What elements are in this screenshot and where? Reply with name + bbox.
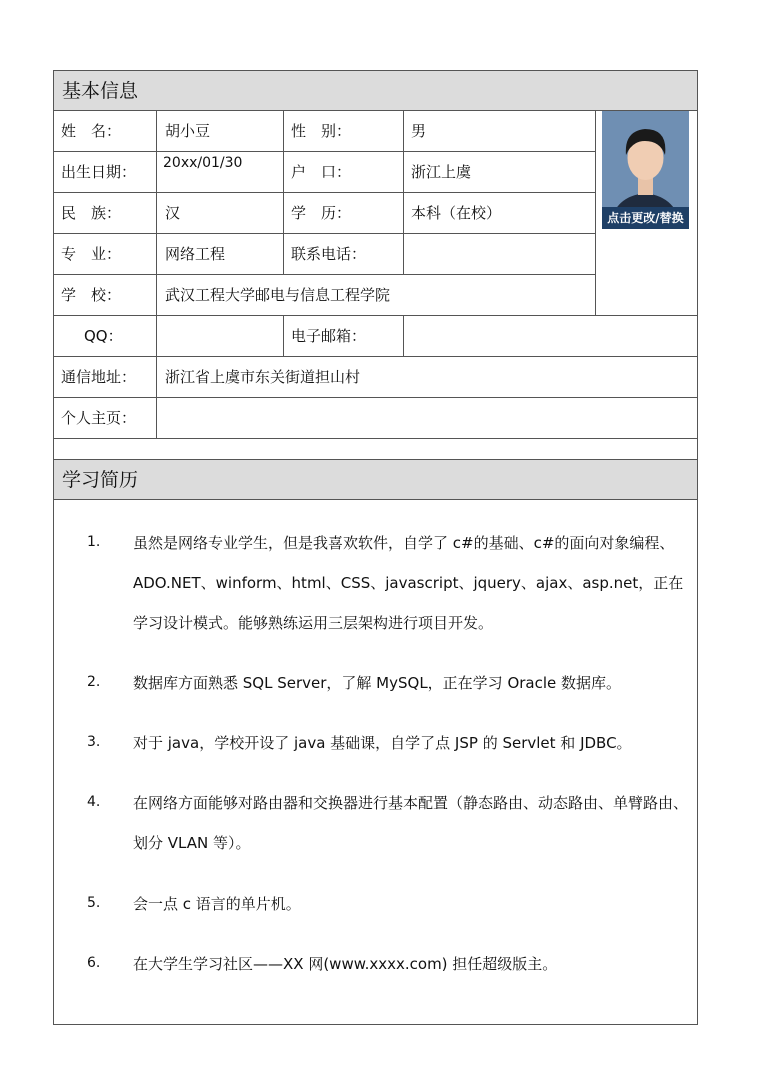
list-item-number: 6.: [87, 955, 101, 971]
list-item-text: 虽然是网络专业学生，但是我喜欢软件，自学了 c#的基础、c#的面向对象编程、ADO.NET、winform、html、CSS、javascript、jquery、ajax、asp.net，正在学习设计模式。能够熟练运用三层架构进行项目开发。: [133, 534, 684, 632]
value-birth[interactable]: 20xx/01/30: [163, 155, 243, 171]
list-item-number: 4.: [87, 794, 101, 810]
label-nation: 民 族：: [61, 204, 122, 222]
label-homepage: 个人主页：: [61, 409, 137, 427]
list-item-number: 3.: [87, 734, 101, 750]
value-hukou[interactable]: 浙江上虞: [411, 163, 472, 181]
grid-line: [53, 315, 698, 316]
label-education: 学 历：: [291, 204, 352, 222]
photo-replace-caption[interactable]: 点击更改/替换: [602, 207, 689, 229]
section-title-study: 学习简历: [53, 459, 698, 500]
value-major[interactable]: 网络工程: [165, 245, 226, 263]
grid-line: [283, 315, 284, 356]
list-item-text: 在大学生学习社区——XX 网(www.xxxx.com) 担任超级版主。: [133, 955, 558, 973]
list-item-text: 会一点 c 语言的单片机。: [133, 895, 301, 913]
grid-line: [53, 438, 698, 439]
value-name[interactable]: 胡小豆: [165, 122, 211, 140]
list-item-text: 数据库方面熟悉 SQL Server，了解 MySQL，正在学习 Oracle 数据库。: [133, 674, 622, 692]
label-hukou: 户 口：: [291, 163, 352, 181]
section-title-basic-info: 基本信息: [53, 70, 698, 111]
value-school[interactable]: 武汉工程大学邮电与信息工程学院: [165, 286, 391, 304]
grid-line: [595, 111, 596, 315]
value-nation[interactable]: 汉: [165, 204, 181, 222]
label-birth: 出生日期：: [61, 163, 137, 181]
label-address: 通信地址：: [61, 368, 137, 386]
grid-line: [283, 111, 284, 274]
grid-line: [53, 397, 698, 398]
grid-line: [403, 315, 404, 356]
label-name: 姓 名：: [61, 122, 122, 140]
grid-line: [156, 111, 157, 438]
profile-photo[interactable]: [602, 111, 689, 229]
value-gender[interactable]: 男: [411, 122, 427, 140]
value-education[interactable]: 本科（在校）: [411, 204, 502, 222]
label-school: 学 校：: [61, 286, 122, 304]
label-phone: 联系电话：: [291, 245, 367, 263]
list-item-number: 2.: [87, 674, 101, 690]
value-address[interactable]: 浙江省上虞市东关街道担山村: [165, 368, 361, 386]
grid-line: [53, 356, 698, 357]
label-qq: QQ：: [84, 327, 123, 345]
list-item-text: 在网络方面能够对路由器和交换器进行基本配置（静态路由、动态路由、单臂路由、划分 VLAN 等）。: [133, 794, 689, 852]
label-major: 专 业：: [61, 245, 122, 263]
label-gender: 性 别：: [291, 122, 352, 140]
grid-line: [403, 111, 404, 274]
list-item-number: 1.: [87, 534, 101, 550]
list-item-number: 5.: [87, 895, 101, 911]
list-item-text: 对于 java，学校开设了 java 基础课，自学了点 JSP 的 Servlet 和 JDBC。: [133, 734, 632, 752]
label-email: 电子邮箱：: [291, 327, 367, 345]
